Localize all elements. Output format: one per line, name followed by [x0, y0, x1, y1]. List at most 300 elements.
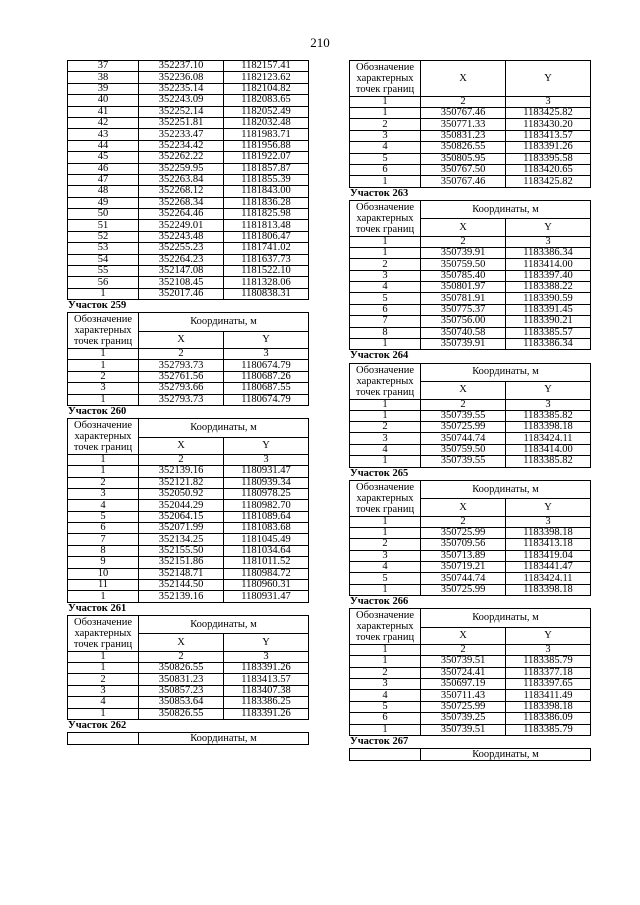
table-row: [350, 433, 591, 444]
point-number: 1: [350, 339, 421, 350]
column-number: 1: [68, 652, 139, 663]
y-value: 1182052.49: [224, 106, 309, 117]
section-title: Участок 265: [350, 467, 409, 479]
table-row: [350, 724, 591, 735]
y-value: 1183385.82: [506, 410, 591, 421]
page-number: 210: [310, 35, 330, 50]
x-value: 352234.42: [139, 140, 224, 151]
y-value: 1183386.09: [506, 713, 591, 724]
table-row: [68, 591, 309, 602]
table-row: [68, 523, 309, 534]
x-value: 352249.01: [139, 220, 224, 231]
section-title: Участок 261: [68, 602, 127, 614]
point-number: 39: [68, 83, 139, 94]
coordinates-header: Координаты, м: [421, 609, 591, 627]
column-number: 1: [350, 516, 421, 527]
y-value: 1180978.25: [224, 488, 309, 499]
y-value: 1180674.79: [224, 360, 309, 371]
point-number: 2: [350, 539, 421, 550]
y-value: 1183386.34: [506, 247, 591, 258]
coordinates-table: [67, 615, 309, 720]
point-number: 9: [68, 557, 139, 568]
point-number: 37: [68, 61, 139, 72]
point-number: 4: [350, 561, 421, 572]
point-number: 1: [68, 663, 139, 674]
table-row: [350, 527, 591, 538]
y-value: 1183398.18: [506, 701, 591, 712]
table-row: [68, 663, 309, 674]
designation-header: [350, 749, 421, 761]
y-value: 1182032.48: [224, 117, 309, 128]
column-number: 2: [139, 455, 224, 466]
column-number: 3: [224, 349, 309, 360]
y-value: 1180931.47: [224, 466, 309, 477]
x-value: 352251.81: [139, 117, 224, 128]
point-number: 1: [68, 288, 139, 299]
x-value: 352148.71: [139, 568, 224, 579]
x-value: 352268.12: [139, 186, 224, 197]
x-value: 350831.23: [139, 674, 224, 685]
column-number-row: [350, 236, 591, 247]
table-row: [350, 584, 591, 595]
column-number-row: [350, 516, 591, 527]
point-number: 3: [68, 685, 139, 696]
point-number: 1: [68, 708, 139, 719]
coordinates-table: [67, 732, 309, 745]
y-value: 1182157.41: [224, 61, 309, 72]
table-row: [350, 119, 591, 130]
x-value: 350739.51: [421, 656, 506, 667]
point-number: 4: [350, 282, 421, 293]
x-header: X: [421, 627, 506, 645]
x-value: 352147.08: [139, 266, 224, 277]
y-value: 1182083.65: [224, 95, 309, 106]
table-row: [68, 186, 309, 197]
y-value: 1183414.00: [506, 259, 591, 270]
point-number: 2: [68, 371, 139, 382]
point-number: 6: [350, 164, 421, 175]
x-value: 352268.34: [139, 197, 224, 208]
x-value: 352108.45: [139, 277, 224, 288]
point-number: 4: [350, 444, 421, 455]
y-header: Y: [506, 499, 591, 517]
y-value: 1183398.18: [506, 422, 591, 433]
point-number: 11: [68, 580, 139, 591]
x-value: 352264.23: [139, 254, 224, 265]
designation-header: Обозначение характерных точек границ: [350, 61, 421, 97]
y-value: 1183424.11: [506, 573, 591, 584]
column-number: 1: [350, 236, 421, 247]
table-row: [350, 327, 591, 338]
x-value: 352793.73: [139, 394, 224, 405]
table-row: [68, 243, 309, 254]
header-row: [350, 749, 591, 761]
coordinates-header: Координаты, м: [421, 200, 591, 218]
point-number: 48: [68, 186, 139, 197]
x-value: 352071.99: [139, 523, 224, 534]
header-row: [68, 313, 309, 331]
table-row: [68, 231, 309, 242]
column-number-row: [68, 652, 309, 663]
table-row: [68, 129, 309, 140]
column-number: 2: [421, 97, 506, 108]
x-value: 350739.55: [421, 410, 506, 421]
x-value: 352050.92: [139, 488, 224, 499]
designation-header: Обозначение характерных точек границ: [68, 616, 139, 652]
x-value: 350767.50: [421, 164, 506, 175]
section-title: Участок 263: [350, 187, 409, 199]
y-value: 1183397.65: [506, 679, 591, 690]
point-number: 10: [68, 568, 139, 579]
left-column: [67, 60, 308, 745]
y-value: 1183395.58: [506, 153, 591, 164]
y-value: 1183397.40: [506, 270, 591, 281]
column-number: 3: [224, 455, 309, 466]
y-value: 1183385.57: [506, 327, 591, 338]
point-number: 53: [68, 243, 139, 254]
point-number: 5: [68, 511, 139, 522]
coordinates-table: [349, 200, 591, 351]
table-row: [68, 685, 309, 696]
point-number: 5: [350, 701, 421, 712]
table-row: [68, 488, 309, 499]
table-row: [68, 394, 309, 405]
table-row: [350, 142, 591, 153]
point-number: 51: [68, 220, 139, 231]
coordinates-header: Координаты, м: [421, 749, 591, 761]
point-number: 8: [350, 327, 421, 338]
y-header: Y: [506, 61, 591, 97]
x-value: 352243.48: [139, 231, 224, 242]
y-value: 1181089.64: [224, 511, 309, 522]
section-title: Участок 260: [68, 405, 127, 417]
table-row: [350, 701, 591, 712]
designation-header: Обозначение характерных точек границ: [350, 609, 421, 645]
point-number: 42: [68, 117, 139, 128]
x-value: 350857.23: [139, 685, 224, 696]
table-row: [350, 304, 591, 315]
y-value: 1182104.82: [224, 83, 309, 94]
point-number: 5: [350, 573, 421, 584]
y-value: 1180982.70: [224, 500, 309, 511]
column-number: 2: [139, 349, 224, 360]
y-value: 1183398.18: [506, 584, 591, 595]
coordinates-table: [67, 312, 309, 406]
x-header: X: [139, 634, 224, 652]
table-row: [350, 539, 591, 550]
column-number: 3: [506, 645, 591, 656]
y-value: 1181034.64: [224, 545, 309, 556]
column-number: 1: [350, 645, 421, 656]
header-row: [68, 419, 309, 437]
y-value: 1181741.02: [224, 243, 309, 254]
point-number: 7: [68, 534, 139, 545]
x-value: 352236.08: [139, 72, 224, 83]
point-number: 49: [68, 197, 139, 208]
x-value: 350744.74: [421, 433, 506, 444]
column-number: 3: [224, 652, 309, 663]
table-row: [350, 422, 591, 433]
x-value: 350739.25: [421, 713, 506, 724]
header-row: [68, 616, 309, 634]
y-value: 1180687.55: [224, 383, 309, 394]
x-value: 350775.37: [421, 304, 506, 315]
point-number: 3: [350, 679, 421, 690]
y-value: 1181855.39: [224, 174, 309, 185]
column-number: 1: [350, 399, 421, 410]
y-value: 1183424.11: [506, 433, 591, 444]
y-value: 1183391.26: [224, 663, 309, 674]
table-row: [68, 708, 309, 719]
y-value: 1181836.28: [224, 197, 309, 208]
point-number: 5: [350, 293, 421, 304]
x-header: X: [421, 219, 506, 237]
x-value: 352144.50: [139, 580, 224, 591]
x-value: 350740.58: [421, 327, 506, 338]
y-value: 1183391.26: [506, 142, 591, 153]
point-number: 4: [350, 690, 421, 701]
point-number: 1: [350, 527, 421, 538]
table-row: [350, 270, 591, 281]
y-value: 1181825.98: [224, 209, 309, 220]
y-value: 1183386.25: [224, 697, 309, 708]
coordinates-header: Координаты, м: [139, 616, 309, 634]
y-value: 1181922.07: [224, 152, 309, 163]
x-value: 352044.29: [139, 500, 224, 511]
point-number: 40: [68, 95, 139, 106]
point-number: 1: [350, 108, 421, 119]
point-number: 1: [68, 591, 139, 602]
x-value: 350739.91: [421, 247, 506, 258]
point-number: 38: [68, 72, 139, 83]
header-row: [350, 363, 591, 381]
column-number-row: [350, 97, 591, 108]
point-number: 1: [68, 394, 139, 405]
x-value: 352761.56: [139, 371, 224, 382]
y-value: 1183407.38: [224, 685, 309, 696]
right-column: [349, 60, 590, 761]
y-value: 1181637.73: [224, 254, 309, 265]
y-value: 1180984.72: [224, 568, 309, 579]
y-value: 1183386.34: [506, 339, 591, 350]
section-title: Участок 266: [350, 596, 409, 608]
x-value: 350709.56: [421, 539, 506, 550]
point-number: 5: [350, 153, 421, 164]
y-header: Y: [224, 331, 309, 349]
table-row: [350, 410, 591, 421]
point-number: 1: [68, 360, 139, 371]
table-row: [350, 293, 591, 304]
column-number: 2: [421, 399, 506, 410]
x-value: 352259.95: [139, 163, 224, 174]
designation-header: Обозначение характерных точек границ: [68, 313, 139, 349]
table-row: [68, 163, 309, 174]
x-value: 350767.46: [421, 108, 506, 119]
x-value: 350759.50: [421, 444, 506, 455]
y-value: 1181813.48: [224, 220, 309, 231]
designation-header: Обозначение характерных точек границ: [350, 200, 421, 236]
point-number: 1: [350, 584, 421, 595]
x-value: 352237.10: [139, 61, 224, 72]
column-number: 3: [506, 516, 591, 527]
x-value: 352151.86: [139, 557, 224, 568]
coordinates-table: [67, 60, 309, 300]
table-row: [68, 174, 309, 185]
table-row: [68, 500, 309, 511]
x-value: 350725.99: [421, 422, 506, 433]
table-row: [68, 140, 309, 151]
table-row: [350, 282, 591, 293]
column-number: 2: [421, 645, 506, 656]
table-row: [68, 371, 309, 382]
table-row: [68, 95, 309, 106]
table-row: [68, 697, 309, 708]
x-value: 350801.97: [421, 282, 506, 293]
x-value: 352155.50: [139, 545, 224, 556]
point-number: 3: [350, 130, 421, 141]
point-number: 2: [68, 477, 139, 488]
y-header: Y: [506, 382, 591, 400]
column-number: 3: [506, 236, 591, 247]
x-value: 350756.00: [421, 316, 506, 327]
point-number: 3: [68, 488, 139, 499]
coordinates-header: Координаты, м: [421, 363, 591, 381]
table-row: [350, 153, 591, 164]
x-value: 352139.16: [139, 466, 224, 477]
x-value: 352139.16: [139, 591, 224, 602]
y-value: 1183385.79: [506, 656, 591, 667]
coordinates-table: [349, 608, 591, 736]
point-number: 3: [68, 383, 139, 394]
table-row: [350, 164, 591, 175]
x-value: 350831.23: [421, 130, 506, 141]
table-row: [350, 339, 591, 350]
column-number-row: [350, 399, 591, 410]
table-row: [68, 197, 309, 208]
point-number: 3: [350, 550, 421, 561]
point-number: 56: [68, 277, 139, 288]
x-value: 350697.19: [421, 679, 506, 690]
table-row: [68, 466, 309, 477]
point-number: 1: [350, 247, 421, 258]
table-row: [68, 534, 309, 545]
y-header: Y: [506, 627, 591, 645]
coordinates-table: [67, 418, 309, 603]
point-number: 3: [350, 433, 421, 444]
table-row: [68, 674, 309, 685]
table-row: [350, 667, 591, 678]
x-value: 350739.91: [421, 339, 506, 350]
y-value: 1180687.26: [224, 371, 309, 382]
point-number: 6: [350, 304, 421, 315]
header-row: [350, 480, 591, 498]
y-value: 1181011.52: [224, 557, 309, 568]
table-row: [68, 220, 309, 231]
table-row: [68, 209, 309, 220]
table-row: [350, 247, 591, 258]
table-row: [350, 713, 591, 724]
point-number: 8: [68, 545, 139, 556]
point-number: 54: [68, 254, 139, 265]
y-value: 1180931.47: [224, 591, 309, 602]
coordinates-table: [349, 60, 591, 188]
point-number: 1: [68, 466, 139, 477]
y-value: 1183441.47: [506, 561, 591, 572]
table-row: [350, 456, 591, 467]
header-row: [68, 733, 309, 745]
table-row: [350, 550, 591, 561]
header-row: [350, 609, 591, 627]
column-number-row: [68, 455, 309, 466]
y-value: 1180674.79: [224, 394, 309, 405]
point-number: 2: [350, 259, 421, 270]
x-value: 350725.99: [421, 527, 506, 538]
x-value: 350781.91: [421, 293, 506, 304]
x-value: 350713.89: [421, 550, 506, 561]
x-value: 352262.22: [139, 152, 224, 163]
table-row: [350, 561, 591, 572]
table-row: [350, 108, 591, 119]
point-number: 44: [68, 140, 139, 151]
x-value: 350724.41: [421, 667, 506, 678]
table-row: [68, 277, 309, 288]
table-row: [68, 117, 309, 128]
y-value: 1183385.82: [506, 456, 591, 467]
y-value: 1183390.21: [506, 316, 591, 327]
point-number: 6: [350, 713, 421, 724]
column-number: 3: [506, 399, 591, 410]
column-number: 1: [68, 455, 139, 466]
coordinates-header: Координаты, м: [139, 733, 309, 745]
x-value: 352255.23: [139, 243, 224, 254]
x-value: 350711.43: [421, 690, 506, 701]
table-row: [68, 288, 309, 299]
table-row: [350, 316, 591, 327]
table-row: [350, 444, 591, 455]
table-row: [68, 152, 309, 163]
y-value: 1183385.79: [506, 724, 591, 735]
y-value: 1183391.26: [224, 708, 309, 719]
coordinates-table: [349, 363, 591, 468]
x-value: 350759.50: [421, 259, 506, 270]
header-row: [350, 61, 591, 97]
point-number: 1: [350, 456, 421, 467]
point-number: 2: [350, 422, 421, 433]
y-value: 1183391.45: [506, 304, 591, 315]
y-value: 1183430.20: [506, 119, 591, 130]
table-row: [68, 266, 309, 277]
table-row: [350, 690, 591, 701]
header-row: [350, 200, 591, 218]
point-number: 45: [68, 152, 139, 163]
x-value: 352017.46: [139, 288, 224, 299]
point-number: 43: [68, 129, 139, 140]
coordinates-header: Координаты, м: [139, 313, 309, 331]
x-value: 350853.64: [139, 697, 224, 708]
y-value: 1180960.31: [224, 580, 309, 591]
x-value: 352264.46: [139, 209, 224, 220]
y-value: 1183398.18: [506, 527, 591, 538]
table-row: [350, 656, 591, 667]
x-header: X: [421, 61, 506, 97]
table-row: [350, 573, 591, 584]
table-row: [350, 130, 591, 141]
coordinates-table: [349, 480, 591, 596]
x-header: X: [139, 437, 224, 455]
x-value: 350826.55: [421, 142, 506, 153]
point-number: 47: [68, 174, 139, 185]
column-number: 1: [68, 349, 139, 360]
